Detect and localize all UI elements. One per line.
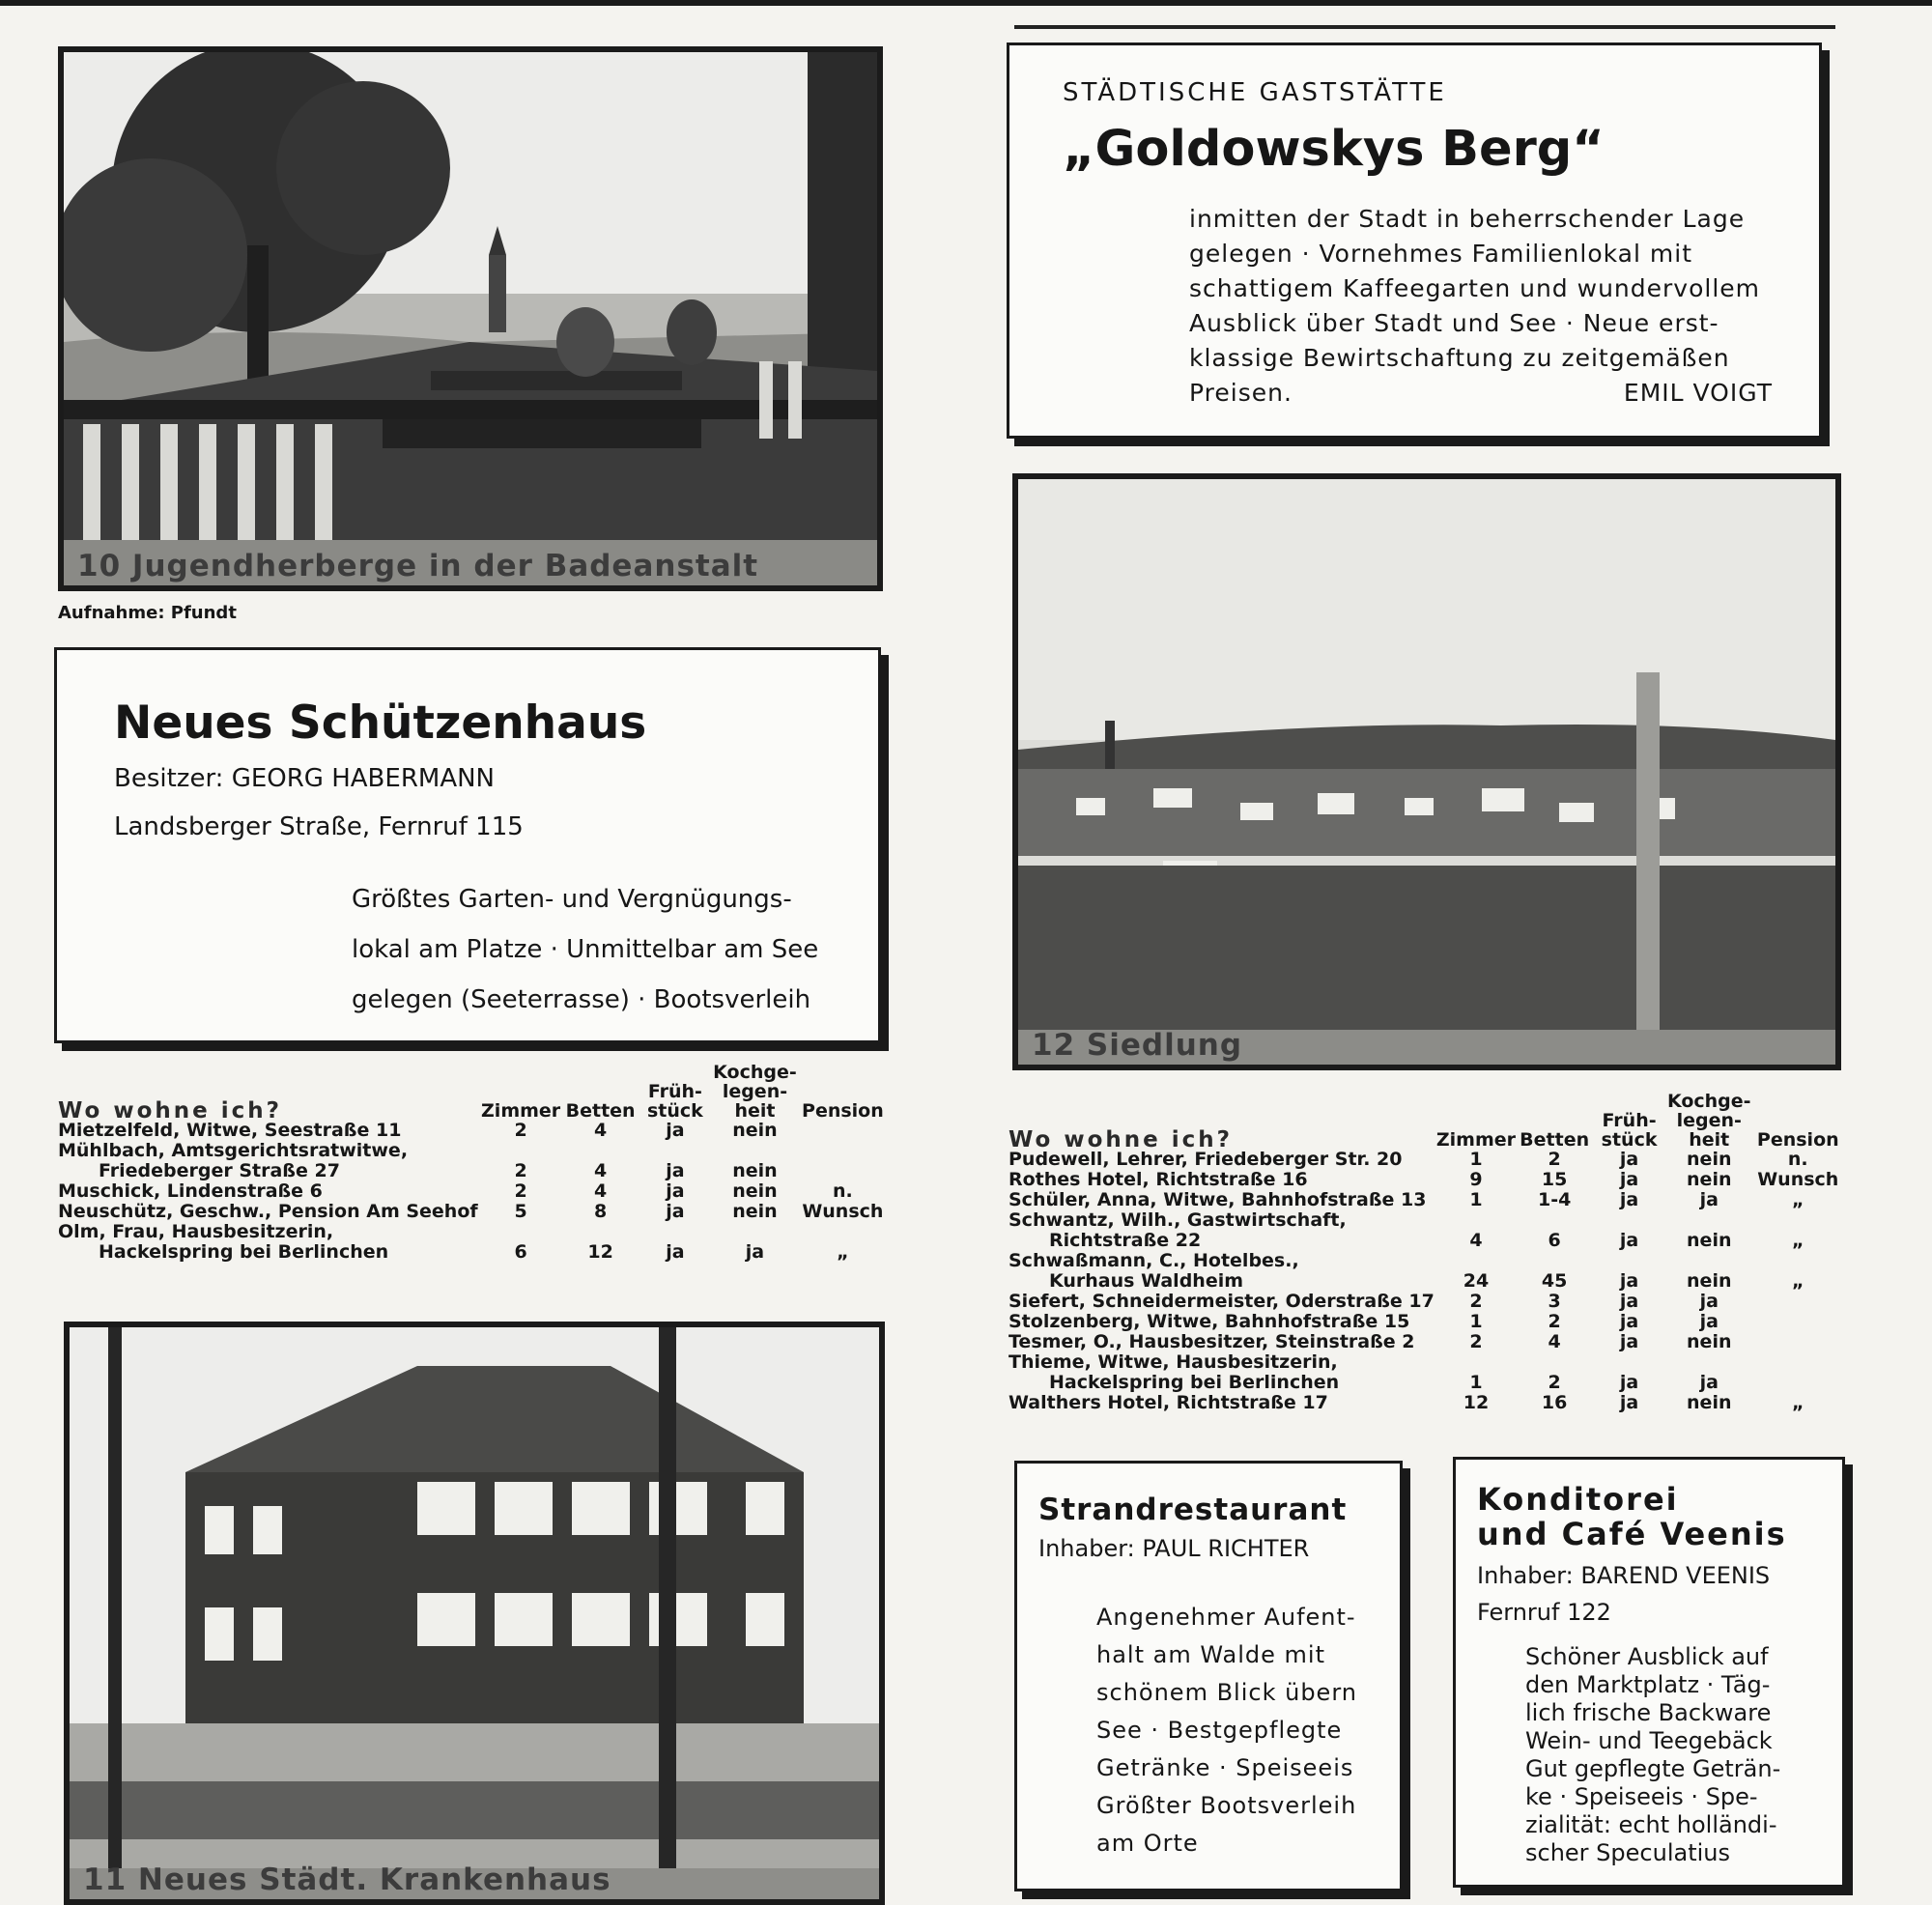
row-zimmer: 2 [514, 1180, 527, 1202]
ad-goldowsky-line: Ausblick über Stadt und See · Neue erst- [1189, 309, 1719, 337]
row-pension [1751, 1373, 1845, 1393]
table-row [58, 1161, 889, 1181]
ad-schuetzenhaus-body [352, 874, 818, 1025]
row-zimmer [478, 1141, 564, 1161]
row-zimmer [1435, 1251, 1518, 1271]
photo-settlement-caption: 12 Siedlung [1032, 1028, 1243, 1063]
ad-veenis-line: Wein- und Teegebäck [1525, 1727, 1773, 1754]
row-pension: „ [837, 1241, 849, 1263]
row-pension: „ [1792, 1270, 1804, 1292]
col-betten: Betten [1520, 1129, 1590, 1151]
row-zimmer: 2 [1469, 1331, 1483, 1352]
row-name: Schwantz, Wilh., Gastwirtschaft, [1009, 1209, 1347, 1231]
row-frueh: ja [1619, 1311, 1639, 1332]
row-name: Walthers Hotel, Richtstraße 17 [1009, 1392, 1328, 1413]
row-koch: nein [1687, 1230, 1732, 1251]
ad-veenis-line: lich frische Backware [1525, 1699, 1772, 1726]
ad-goldowskys-berg [1007, 43, 1822, 439]
row-koch: nein [1687, 1169, 1732, 1190]
ad-veenis-line: ke · Speiseeis · Spe- [1525, 1783, 1758, 1810]
col-betten: Betten [565, 1100, 636, 1122]
row-pension [1751, 1210, 1845, 1231]
row-pension: „ [1792, 1392, 1804, 1413]
ad-strand-line: am Orte [1096, 1830, 1199, 1857]
row-frueh: ja [666, 1160, 685, 1181]
top-rule [0, 0, 1932, 6]
row-betten: 45 [1541, 1270, 1568, 1292]
row-name: Mietzelfeld, Witwe, Seestraße 11 [58, 1120, 402, 1141]
row-frueh: ja [1619, 1392, 1639, 1413]
photo-youth-hostel-image [64, 52, 877, 585]
table-row [1009, 1231, 1845, 1251]
row-betten: 2 [1548, 1311, 1561, 1332]
row-betten: 6 [1548, 1230, 1561, 1251]
row-betten: 1-4 [1537, 1189, 1572, 1210]
table-row [1009, 1332, 1845, 1352]
row-pension [797, 1161, 889, 1181]
ad-veenis-phone: Fernruf 122 [1477, 1599, 1611, 1626]
ad-goldowsky-line: gelegen · Vornehmes Familienlokal mit [1189, 240, 1692, 268]
row-koch: ja [1699, 1291, 1719, 1312]
row-betten [1518, 1210, 1591, 1231]
row-zimmer: 1 [1469, 1372, 1483, 1393]
row-betten: 12 [587, 1241, 613, 1263]
table-row [1009, 1292, 1845, 1312]
row-koch [713, 1222, 797, 1242]
col-pension: Pension [802, 1100, 884, 1122]
ad-veenis-title-1: Konditorei [1477, 1481, 1679, 1518]
row-betten: 3 [1548, 1291, 1561, 1312]
row-name: Friedeberger Straße 27 [99, 1160, 340, 1181]
row-koch: nein [732, 1160, 778, 1181]
col-kochgelegenheit: Kochge- legen- heit [1666, 1091, 1751, 1151]
row-pension [1751, 1352, 1845, 1373]
row-zimmer: 2 [1469, 1291, 1483, 1312]
row-betten: 15 [1541, 1169, 1568, 1190]
row-zimmer: 4 [1469, 1230, 1483, 1251]
lodging-table-right [1009, 1092, 1845, 1413]
row-pension: „ [1792, 1189, 1804, 1210]
row-betten [1518, 1251, 1591, 1271]
row-frueh: ja [1619, 1270, 1639, 1292]
row-zimmer: 1 [1469, 1149, 1483, 1170]
ad-veenis-body [1525, 1643, 1780, 1867]
row-koch: nein [732, 1180, 778, 1202]
ad-strand-line: Angenehmer Aufent- [1096, 1604, 1356, 1631]
ad-goldowsky-line: inmitten der Stadt in beherrschender Lage [1189, 205, 1746, 233]
row-betten: 4 [593, 1120, 608, 1141]
ad-strand-line: halt am Walde mit [1096, 1641, 1325, 1668]
row-zimmer: 9 [1469, 1169, 1483, 1190]
row-betten: 4 [593, 1160, 608, 1181]
ad-strand-line: Getränke · Speiseeis [1096, 1754, 1354, 1781]
ad-goldowsky-kicker: STÄDTISCHE GASTSTÄTTE [1063, 78, 1447, 107]
photo-youth-hostel-caption: 10 Jugendherberge in der Badeanstalt [77, 549, 759, 583]
col-pension: Pension [1756, 1129, 1839, 1151]
row-pension [797, 1121, 889, 1141]
row-betten [1518, 1352, 1591, 1373]
row-koch: nein [1687, 1392, 1732, 1413]
row-name: Richtstraße 22 [1049, 1230, 1202, 1251]
row-name: Mühlbach, Amtsgerichtsratwitwe, [58, 1140, 409, 1161]
row-zimmer [478, 1222, 564, 1242]
ad-konditorei-veenis [1453, 1457, 1845, 1888]
ad-schuetzenhaus-owner: Besitzer: GEORG HABERMANN [114, 764, 495, 793]
col-zimmer: Zimmer [1435, 1129, 1517, 1151]
row-name: Neuschütz, Geschw., Pension Am Seehof [58, 1201, 478, 1222]
table-row [1009, 1190, 1845, 1210]
ad-strand-line: See · Bestgepflegte [1096, 1717, 1343, 1744]
row-pension: Wunsch [1757, 1169, 1839, 1190]
col-fruehstueck: Früh- stück [647, 1081, 703, 1122]
row-zimmer: 5 [514, 1201, 527, 1222]
ad-schuetzenhaus-line: Größtes Garten- und Vergnügungs- [352, 885, 792, 914]
row-betten: 2 [1548, 1372, 1561, 1393]
col-fruehstueck: Früh- stück [1601, 1110, 1658, 1151]
row-name: Siefert, Schneidermeister, Oderstraße 17 [1009, 1291, 1435, 1312]
photo-youth-hostel [58, 46, 883, 591]
photo-hospital-caption: 11 Neues Städt. Krankenhaus [83, 1862, 611, 1897]
ad-veenis-line: scher Speculatius [1525, 1839, 1730, 1866]
row-frueh: ja [666, 1241, 685, 1263]
ad-veenis-line: den Marktplatz · Täg- [1525, 1671, 1771, 1698]
table-row [1009, 1352, 1845, 1373]
row-frueh [638, 1141, 714, 1161]
row-koch [713, 1141, 797, 1161]
photo-credit: Aufnahme: Pfundt [58, 603, 237, 623]
table-row [1009, 1271, 1845, 1292]
row-pension [1751, 1312, 1845, 1332]
ad-goldowsky-title: „Goldowskys Berg“ [1063, 121, 1605, 178]
lodging-table-right-title: Wo wohne ich? [1009, 1127, 1233, 1152]
row-frueh: ja [666, 1180, 685, 1202]
row-frueh: ja [666, 1201, 685, 1222]
row-name: Olm, Frau, Hausbesitzerin, [58, 1221, 334, 1242]
row-frueh: ja [1619, 1230, 1639, 1251]
row-frueh [1591, 1352, 1667, 1373]
row-zimmer: 6 [514, 1241, 527, 1263]
row-name: Rothes Hotel, Richtstraße 16 [1009, 1169, 1308, 1190]
row-zimmer: 1 [1469, 1189, 1483, 1210]
row-name: Schwaßmann, C., Hotelbes., [1009, 1250, 1299, 1271]
table-row [1009, 1393, 1845, 1413]
row-pension: n. [1787, 1149, 1808, 1170]
row-betten: 8 [593, 1201, 608, 1222]
table-row [58, 1202, 889, 1222]
row-name: Stolzenberg, Witwe, Bahnhofstraße 15 [1009, 1311, 1410, 1332]
row-frueh: ja [1619, 1372, 1639, 1393]
row-pension [797, 1141, 889, 1161]
row-frueh: ja [1619, 1189, 1639, 1210]
row-pension [797, 1222, 889, 1242]
ad-schuetzenhaus-title: Neues Schützenhaus [114, 697, 647, 750]
row-frueh: ja [666, 1120, 685, 1141]
row-zimmer: 2 [514, 1120, 527, 1141]
ad-goldowsky-last-line: Preisen. [1189, 379, 1293, 407]
table-row [1009, 1373, 1845, 1393]
photo-hospital-image [70, 1327, 879, 1899]
ad-goldowsky-line: schattigem Kaffeegarten und wundervollem [1189, 274, 1761, 302]
row-betten: 4 [1548, 1331, 1561, 1352]
row-name: Hackelspring bei Berlinchen [1049, 1372, 1340, 1393]
row-pension [1751, 1251, 1845, 1271]
row-betten: 2 [1548, 1149, 1561, 1170]
row-zimmer: 12 [1463, 1392, 1490, 1413]
top-rule-right [1014, 25, 1835, 29]
col-kochgelegenheit: Kochge- legen- heit [713, 1062, 797, 1122]
ad-schuetzenhaus-line: gelegen (Seeterrasse) · Bootsverleih [352, 985, 811, 1014]
row-koch [1667, 1352, 1751, 1373]
ad-goldowsky-body [1189, 202, 1773, 411]
ad-strand-title: Strandrestaurant [1038, 1493, 1348, 1527]
row-name: Kurhaus Waldheim [1049, 1270, 1244, 1292]
row-koch: nein [1687, 1149, 1732, 1170]
ad-veenis-line: Schöner Ausblick auf [1525, 1643, 1769, 1670]
row-pension [1751, 1292, 1845, 1312]
row-zimmer: 24 [1463, 1270, 1490, 1292]
table-row [58, 1242, 889, 1263]
row-zimmer: 2 [514, 1160, 527, 1181]
ad-neues-schuetzenhaus [54, 647, 881, 1043]
row-betten: 16 [1541, 1392, 1568, 1413]
row-koch: ja [1699, 1372, 1719, 1393]
ad-goldowsky-line: klassige Bewirtschaftung zu zeitgemäßen [1189, 344, 1730, 372]
table-row [58, 1181, 889, 1202]
photo-settlement-image [1018, 479, 1835, 1065]
row-frueh [1591, 1251, 1667, 1271]
lodging-table-left [58, 1063, 889, 1263]
row-frueh: ja [1619, 1331, 1639, 1352]
row-koch: ja [1699, 1189, 1719, 1210]
row-name: Schüler, Anna, Witwe, Bahnhofstraße 13 [1009, 1189, 1427, 1210]
ad-veenis-line: zialität: echt holländi- [1525, 1811, 1777, 1838]
ad-veenis-title-2: und Café Veenis [1477, 1516, 1787, 1552]
row-name: Thieme, Witwe, Hausbesitzerin, [1009, 1351, 1338, 1373]
row-frueh: ja [1619, 1149, 1639, 1170]
row-frueh [1591, 1210, 1667, 1231]
table-row [58, 1121, 889, 1141]
ad-strand-line: Größter Bootsverleih [1096, 1792, 1357, 1819]
col-zimmer: Zimmer [481, 1100, 561, 1122]
table-row [1009, 1210, 1845, 1231]
photo-settlement [1012, 473, 1841, 1070]
row-pension: n. [833, 1180, 853, 1202]
row-pension: Wunsch [802, 1201, 884, 1222]
row-pension: „ [1792, 1230, 1804, 1251]
ad-strand-body [1096, 1599, 1357, 1862]
row-name: Hackelspring bei Berlinchen [99, 1241, 389, 1263]
ad-veenis-line: Gut gepflegte Geträn- [1525, 1755, 1781, 1782]
ad-veenis-owner: Inhaber: BAREND VEENIS [1477, 1562, 1771, 1589]
row-pension [1751, 1332, 1845, 1352]
row-koch [1667, 1210, 1751, 1231]
row-zimmer: 1 [1469, 1311, 1483, 1332]
row-frueh [638, 1222, 714, 1242]
ad-strandrestaurant [1014, 1461, 1403, 1891]
row-zimmer [1435, 1352, 1518, 1373]
ad-strand-owner: Inhaber: PAUL RICHTER [1038, 1535, 1310, 1562]
row-koch: ja [745, 1241, 765, 1263]
ad-strand-line: schönem Blick übern [1096, 1679, 1357, 1706]
ad-schuetzenhaus-address: Landsberger Straße, Fernruf 115 [114, 812, 524, 841]
row-koch [1667, 1251, 1751, 1271]
ad-schuetzenhaus-line: lokal am Platze · Unmittelbar am See [352, 935, 819, 964]
table-row [58, 1141, 889, 1161]
row-betten: 4 [593, 1180, 608, 1202]
table-row [58, 1222, 889, 1242]
row-koch: nein [732, 1201, 778, 1222]
row-name: Tesmer, O., Hausbesitzer, Steinstraße 2 [1009, 1331, 1415, 1352]
table-row [1009, 1150, 1845, 1170]
row-zimmer [1435, 1210, 1518, 1231]
row-koch: nein [1687, 1331, 1732, 1352]
table-row [1009, 1251, 1845, 1271]
row-koch: nein [732, 1120, 778, 1141]
row-frueh: ja [1619, 1291, 1639, 1312]
row-betten [564, 1141, 638, 1161]
ad-goldowsky-signature: EMIL VOIGT [1623, 379, 1773, 407]
row-name: Muschick, Lindenstraße 6 [58, 1180, 323, 1202]
row-name: Pudewell, Lehrer, Friedeberger Str. 20 [1009, 1149, 1403, 1170]
row-koch: ja [1699, 1311, 1719, 1332]
photo-hospital [64, 1322, 885, 1905]
lodging-table-left-title: Wo wohne ich? [58, 1098, 282, 1123]
row-koch: nein [1687, 1270, 1732, 1292]
row-frueh: ja [1619, 1169, 1639, 1190]
row-betten [564, 1222, 638, 1242]
table-row [1009, 1312, 1845, 1332]
table-row [1009, 1170, 1845, 1190]
